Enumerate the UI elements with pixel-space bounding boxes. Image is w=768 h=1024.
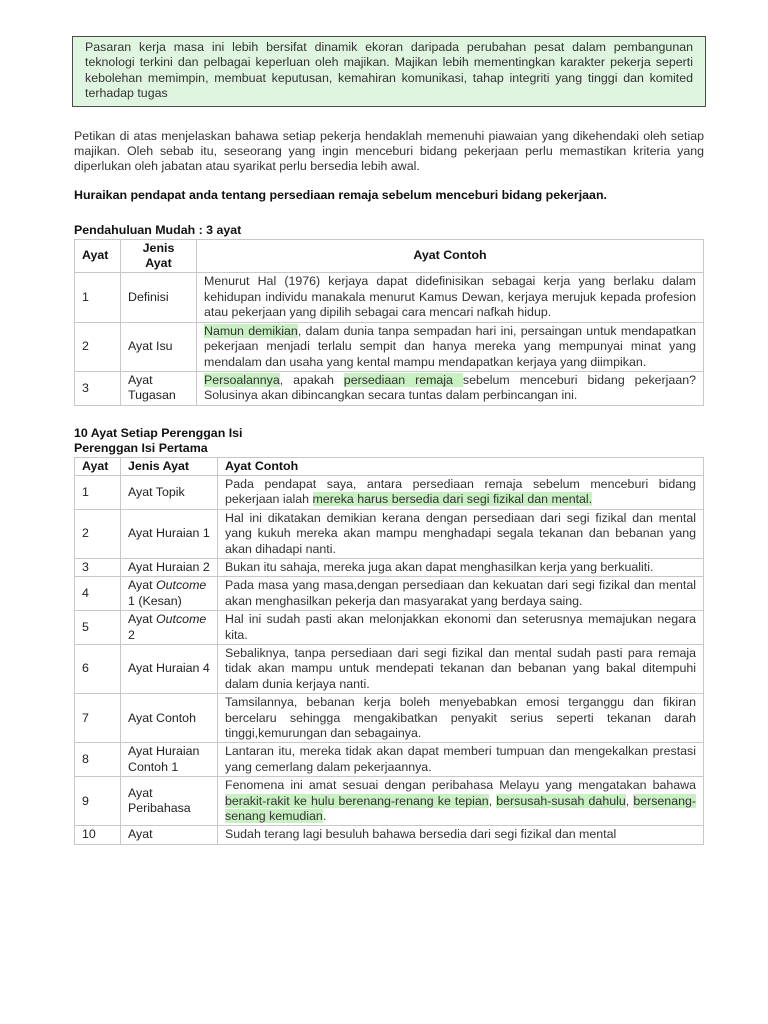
intro-paragraph: Petikan di atas menjelaskan bahawa setiap pekerja hendaklah memenuhi piawaian yang dikehendaki oleh setiap majikan. Oleh sebab itu, seseorang yang ingin menceburi bidang pekerjaan perlu memastikan kriteria yang diperlukan oleh jabatan atau syarikat perlu bersedia lebih awal. xyxy=(74,128,704,174)
highlighted-text: bersusah-susah dahulu xyxy=(496,793,626,808)
jenis-ayat xyxy=(121,577,218,611)
text-segment: Ayat Topik xyxy=(128,484,185,499)
ayat-contoh xyxy=(218,509,704,558)
ayat-number: 2 xyxy=(75,509,121,558)
header-jenis: Jenis Ayat xyxy=(121,239,197,273)
text-segment: Ayat Huraian Contoh 1 xyxy=(128,744,200,774)
table-row xyxy=(75,322,704,371)
table-row xyxy=(75,826,704,844)
jenis-ayat xyxy=(121,743,218,777)
jenis-ayat xyxy=(121,611,218,645)
jenis-ayat xyxy=(121,826,218,844)
ayat-number: 9 xyxy=(75,777,121,826)
jenis-ayat xyxy=(121,777,218,826)
table-header-row xyxy=(75,239,704,273)
table-row xyxy=(75,743,704,777)
question-text: Huraikan pendapat anda tentang persediaan remaja sebelum menceburi bidang pekerjaan. xyxy=(74,187,607,202)
jenis-ayat xyxy=(121,645,218,694)
ayat-number: 5 xyxy=(75,611,121,645)
header-jenis: Jenis Ayat xyxy=(121,457,218,475)
ayat-contoh xyxy=(218,743,704,777)
jenis-ayat xyxy=(121,694,218,743)
ayat-contoh xyxy=(218,611,704,645)
table-row xyxy=(75,694,704,743)
section2-title: 10 Ayat Setiap Perenggan Isi xyxy=(74,425,243,440)
ayat-contoh xyxy=(197,273,704,322)
jenis-ayat: Ayat Tugasan xyxy=(121,371,197,405)
text-segment: Ayat xyxy=(128,612,157,627)
section1-title: Pendahuluan Mudah : 3 ayat xyxy=(74,223,242,238)
text-segment: Ayat xyxy=(128,827,153,842)
ayat-contoh xyxy=(218,475,704,509)
ayat-contoh xyxy=(218,645,704,694)
highlighted-text: persediaan remaja xyxy=(343,372,463,387)
ayat-contoh xyxy=(218,826,704,844)
body-paragraph-table xyxy=(74,457,704,845)
text-segment: Ayat Huraian 4 xyxy=(128,661,210,676)
table-header-row xyxy=(75,457,704,475)
ayat-contoh xyxy=(218,577,704,611)
header-contoh: Ayat Contoh xyxy=(197,239,704,273)
text-segment: Lantaran itu, mereka tidak akan dapat memberi tumpuan dan mengekalkan prestasi yang cemerlang dalam pekerjaannya. xyxy=(225,744,696,774)
text-segment: Pada pendapat saya, antara persediaan remaja sebelum menceburi bidang pekerjaan ialah xyxy=(225,476,696,507)
header-contoh: Ayat Contoh xyxy=(218,457,704,475)
highlighted-text: Namun demikian xyxy=(204,323,298,338)
ayat-contoh xyxy=(218,558,704,576)
text-segment: Pada masa yang masa,dengan persediaan dan kekuatan dari segi fizikal dan mental akan menghasilkan pekerja dan masyarakat yang berdaya saing. xyxy=(225,578,696,608)
text-segment: Sudah terang lagi besuluh bahawa bersedia dari segi fizikal dan mental xyxy=(225,827,617,842)
ayat-number: 1 xyxy=(75,273,121,322)
text-segment: 2 xyxy=(128,627,135,642)
text-segment: Outcome xyxy=(156,612,207,627)
table-row xyxy=(75,611,704,645)
ayat-contoh xyxy=(218,777,704,826)
table-row xyxy=(75,371,704,405)
text-segment: Tamsilannya, bebanan kerja boleh menyebabkan emosi terganggu dan fikiran bercelaru sehingga mengakibatkan penyakit serius seperti tekanan darah tinggi,kemurungan dan sebagainya. xyxy=(225,695,696,741)
table-row xyxy=(75,577,704,611)
highlighted-text: Persoalannya xyxy=(204,372,280,387)
ayat-contoh xyxy=(197,371,704,405)
text-segment: Bukan itu sahaja, mereka juga akan dapat menghasilkan kerja yang berkualiti. xyxy=(225,559,654,574)
text-segment: . xyxy=(322,809,327,824)
text-segment: sebelum menceburi bidang pekerjaan? Solusinya akan dibincangkan secara tuntas dalam perbincangan ini. xyxy=(204,372,696,403)
highlighted-text: berakit-rakit ke hulu berenang-renang ke tepian xyxy=(225,793,489,808)
ayat-number: 2 xyxy=(75,322,121,371)
table-row xyxy=(75,558,704,576)
text-segment: Hal ini dikatakan demikian kerana dengan persediaan dari segi fizikal dan mental yang kukuh mereka akan mampu menghadapi segala tekanan dan bebanan yang akan dihadapi nanti. xyxy=(225,510,696,556)
ayat-number: 10 xyxy=(75,826,121,844)
highlighted-text: mereka harus bersedia dari segi fizikal dan mental. xyxy=(312,492,593,507)
text-segment: Ayat xyxy=(128,578,157,593)
ayat-contoh xyxy=(197,322,704,371)
jenis-ayat xyxy=(121,558,218,576)
text-segment: Ayat Huraian 2 xyxy=(128,559,210,574)
text-segment: , apakah xyxy=(279,372,344,387)
text-segment: Ayat Huraian 1 xyxy=(128,526,210,541)
text-segment: Fenomena ini amat sesuai dengan peribahasa Melayu yang mengatakan bahawa xyxy=(225,778,696,793)
intro-table xyxy=(74,239,704,406)
text-segment: Outcome xyxy=(156,578,207,593)
jenis-ayat: Definisi xyxy=(121,273,197,322)
ayat-number: 6 xyxy=(75,645,121,694)
quote-box: Pasaran kerja masa ini lebih bersifat dinamik ekoran daripada perubahan pesat dalam pembangunan teknologi terkini dan pelbagai keperluan oleh majikan. Majikan lebih mementingkan karakter pekerja seperti kebolehan memimpin, membuat keputusan, kemahiran komunikasi, tahap integriti yang tinggi dan komited terhadap tugas xyxy=(72,36,706,107)
highlighted-text: bersenang-senang kemudian xyxy=(225,793,696,824)
jenis-ayat xyxy=(121,475,218,509)
text-segment: , xyxy=(625,793,634,808)
text-segment: , xyxy=(488,793,497,808)
header-ayat: Ayat xyxy=(75,457,121,475)
ayat-number: 8 xyxy=(75,743,121,777)
text-segment: Hal ini sudah pasti akan melonjakkan ekonomi dan seterusnya memajukan negara kita. xyxy=(225,612,696,642)
section2-subtitle: Perenggan Isi Pertama xyxy=(74,441,208,456)
ayat-number: 3 xyxy=(75,371,121,405)
text-segment: Ayat Contoh xyxy=(128,710,196,725)
ayat-number: 7 xyxy=(75,694,121,743)
text-segment: , dalam dunia tanpa sempadan hari ini, persaingan untuk mendapatkan pekerjaan menjadi terlalu sempit dan hanya mereka yang mempunyai minat yang mendalam dan usaha yang kental mampu mendapatkan kerjaya yang diimpikan. xyxy=(204,323,696,369)
header-ayat: Ayat xyxy=(75,239,121,273)
jenis-ayat: Ayat Isu xyxy=(121,322,197,371)
ayat-contoh xyxy=(218,694,704,743)
ayat-number: 4 xyxy=(75,577,121,611)
table-row xyxy=(75,777,704,826)
text-segment: Menurut Hal (1976) kerjaya dapat didefinisikan sebagai kerja yang berlaku dalam kehidupan individu manakala menurut Kamus Dewan, kerjaya merujuk kepada profesion atau pekerjaan yang dipilih sebagai cara mencari nafkah hidup. xyxy=(204,274,696,320)
table-row xyxy=(75,273,704,322)
text-segment: Sebaliknya, tanpa persediaan dari segi fizikal dan mental sudah pasti para remaja tidak akan mampu untuk mendepati tekanan dan bebanan yang bakal ditempuhi dalam dunia kerjaya nanti. xyxy=(225,646,696,691)
jenis-ayat xyxy=(121,509,218,558)
table-row xyxy=(75,645,704,694)
text-segment: 1 (Kesan) xyxy=(128,593,182,608)
ayat-number: 3 xyxy=(75,558,121,576)
text-segment: Ayat Peribahasa xyxy=(128,785,191,816)
table-row xyxy=(75,509,704,558)
ayat-number: 1 xyxy=(75,475,121,509)
table-row xyxy=(75,475,704,509)
